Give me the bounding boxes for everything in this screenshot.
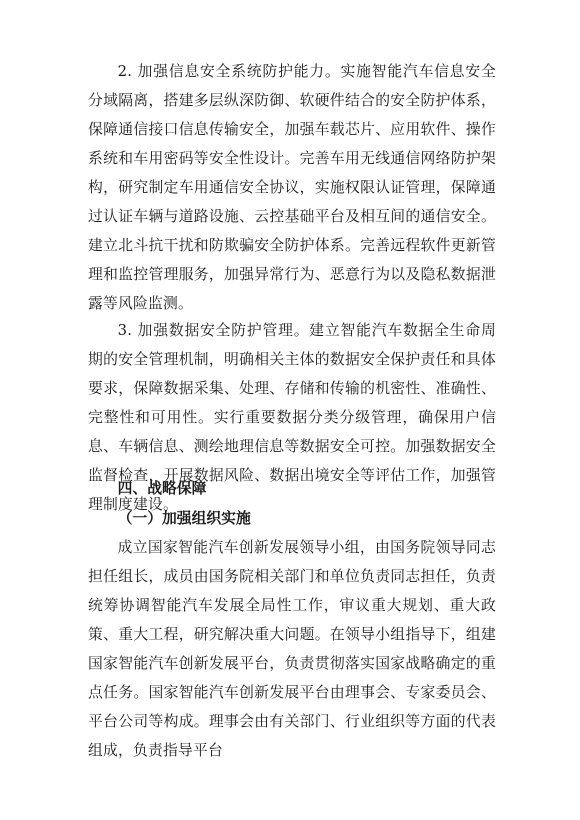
subsection-heading: （一）加强组织实施 [117, 510, 251, 527]
paragraph-data-security: 3. 加强数据安全防护管理。建立智能汽车数据全生命周期的安全管理机制，明确相关主体的数据安全保护责任和具体要求，保障数据采集、处理、存储和传输的机密性、准确性、完整性和可用性。实行重要数据分类分级管理，确保用户信息、车辆信息、测绘地理信息等数据安全可控。加强数据安全监督检查，开展数据风险、数据出境安全等评估工作，加强管理制度建设。 [88, 322, 496, 513]
paragraph-info-security: 2. 加强信息安全系统防护能力。实施智能汽车信息安全分域隔离，搭建多层纵深防御、软硬件结合的安全防护体系，保障通信接口信息传输安全，加强车载芯片、应用软件、操作系统和车用密码等安全性设计。完善车用无线通信网络防护架构，研究制定车用通信安全协议，实施权限认证管理，保障通过认证车辆与道路设施、云控基础平台及相互间的通信安全。建立北斗抗干扰和防欺骗安全防护体系。完善远程软件更新管理和监控管理服务，加强异常行为、恶意行为以及隐私数据泄露等风险监测。 [88, 63, 496, 312]
section-heading: 四、战略保障 [117, 480, 207, 497]
paragraph-organization: 成立国家智能汽车创新发展领导小组，由国务院领导同志担任组长，成员由国务院相关部门和单位负责同志担任，负责统筹协调智能汽车发展全局性工作，审议重大规划、重大政策、重大工程，研究解决重大问题。在领导小组指导下，组建国家智能汽车创新发展平台，负责贯彻落实国家战略确定的重点任务。国家智能汽车创新发展平台由理事会、专家委员会、平台公司等构成。理事会由有关部门、行业组织等方面的代表组成，负责指导平台 [88, 539, 496, 759]
